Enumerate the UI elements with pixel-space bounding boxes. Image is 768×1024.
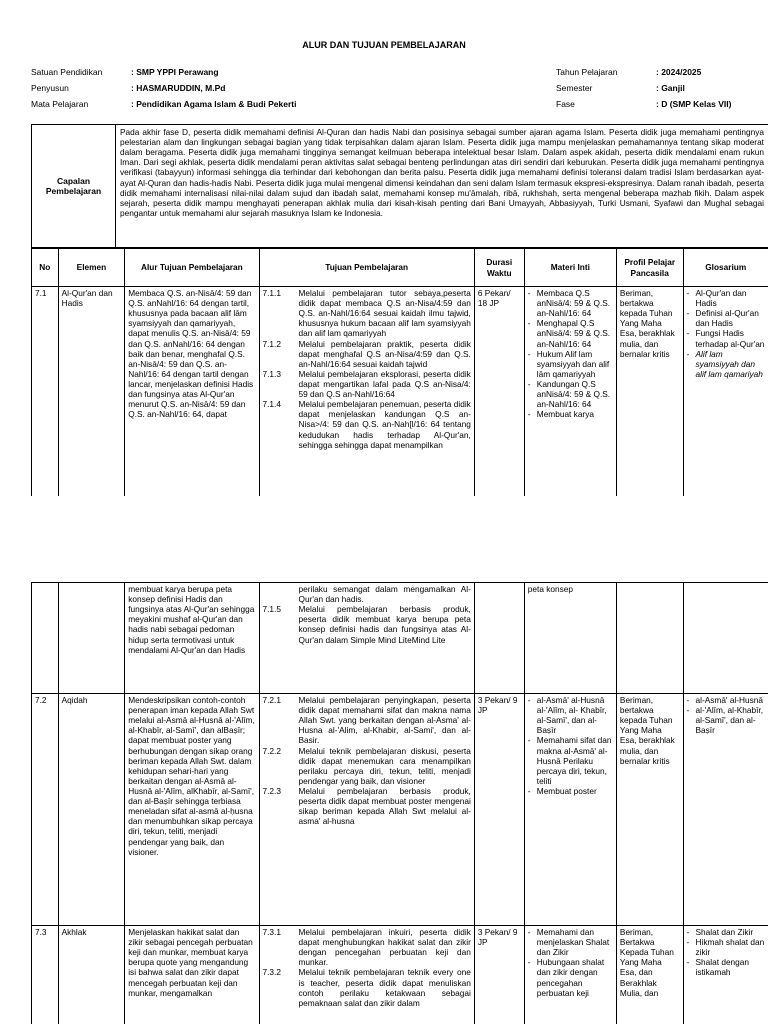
- tp-item: [263, 695, 471, 746]
- meta-label: Fase: [556, 99, 575, 109]
- row-materi: peta konsep: [524, 583, 616, 694]
- row-profil: Beriman, Bertakwa Kepada Tuhan Yang Maha Esa, dan Berakhlak Mulia, dan: [616, 926, 683, 1024]
- row-glosarium-cell: [683, 287, 768, 500]
- list-item: - al-Asmā' al-Husnā al-'Alīm, al- Khabīr, al-Samī', dan al-Baṣīr: [528, 695, 613, 735]
- tp-item: [263, 399, 471, 450]
- list-item: - Fungsi Hadis terhadap al-Qur'an: [687, 328, 766, 348]
- header-tp: Tujuan Pembelajaran: [259, 249, 474, 287]
- list-item: - al-'Alīm, al-Khabīr, al-Samī', dan al-Baṣīr: [687, 705, 766, 735]
- tp-code: 7.1.5: [262, 604, 281, 615]
- row-no: [32, 583, 59, 694]
- document-page-1: [0, 0, 768, 496]
- table-row: [32, 583, 768, 694]
- row-atp: membuat karya berupa peta konsep definisi Hadis dan fungsinya atas Al-Qur'an sehingga meyakini mushaf al-Qur'an dan hadis nabi sebagai pedoman hidup serta termotivasi untuk mendalami Al-Qur'an dan Hadis: [125, 583, 259, 694]
- row-no: 7.1: [32, 287, 59, 500]
- row-atp: Membaca Q.S. an-Nisā/4: 59 dan Q.S. anNahl/16: 64 dengan tartil, khususnya pada bacaan alif lām syamsiyyah dan qamariyyah, dapat menulis Q.S. an-Nisā/4: 59 dan Q.S. anNahl/16: 64 dengan baik dan benar, menghafal Q.S. an-Nisā/4: 59 dan Q.S. an-Nahl/16: 64 dengan tartil dengan lancar, menjelaskan definisi Hadis dan fungsinya atas Al-Qur'an menurut Q.S. an-Nisā/4: 59 dan Q.S. an-Nahl/16: 64, dapat: [128, 288, 254, 420]
- row-atp: Menjelaskan hakikat salat dan zikir sebagai pencegah perbuatan keji dan munkar, membuat karya berupa quote yang mengandung isi bahwa salat dan zikir dapat mencegah perbuatan keji dan munkar, mengamalkan: [125, 926, 259, 1024]
- tp-item: [263, 746, 471, 786]
- row-tp-cell: [259, 287, 474, 500]
- meta-value: : Ganjil: [656, 83, 685, 93]
- capaian-label: Capalan Pembelajaran: [32, 125, 116, 247]
- list-item: - Al-Qur'an dan Hadis: [687, 288, 766, 308]
- atp-table-continued: [31, 582, 768, 1024]
- row-materi-cell: [524, 287, 616, 500]
- glosarium-list: [687, 695, 766, 735]
- header-atp: Alur Tujuan Pembelajaran: [125, 249, 259, 287]
- row-durasi: 6 Pekan/ 18 JP: [474, 287, 524, 500]
- materi-list: [528, 927, 613, 998]
- tp-code: 7.3.2: [262, 967, 281, 978]
- tp-text: Melalui pembelajaran penemuan, peserta didik dapat menjelaskan kandungan Q.S an-Nisa>/4: 59 dan Q.S. an-Nah[l/16: 64 tentang kedudukan hadis terhadap Al-Qur'an, sehingga sehingga dapat menampilkan: [298, 399, 471, 450]
- row-no: 7.3: [32, 926, 59, 1024]
- row-tp-cell: [259, 926, 474, 1024]
- glosarium-list: [687, 288, 766, 379]
- header-profil: Profil Pelajar Pancasila: [616, 249, 683, 287]
- list-item: - Memahami sifat dan makna al-Asmā' al-Husnā Perilaku percaya diri, tekun, teliti: [528, 735, 613, 786]
- row-atp-cell: [125, 287, 259, 500]
- row-profil: Beriman, bertakwa kepada Tuhan Yang Maha Esa, berakhlak mulia, dan bernalar kritis: [616, 694, 683, 926]
- list-item: - Membuat poster: [528, 786, 613, 796]
- list-item: - Shalat dan Zikir: [687, 927, 766, 937]
- row-elemen: Akhlak: [58, 926, 125, 1024]
- materi-list: [528, 288, 613, 419]
- meta-left: [31, 67, 296, 115]
- tp-text: Melalui pembelajaran berbasis produk, peserta didik membuat karya berupa peta konsep definisi hadis dan fungsinya atas Al-Qur'an dalam Simple Mind LiteMind Lite: [298, 604, 471, 645]
- tp-text: Melalui pembelajaran penyingkapan, peserta didik dapat memahami sifat dan makna nama Allah Swt. yang berkaitan dengan al-Asma' al-Husna al-'Alim, al-Khabir, al-Sami', dan al-Basir.: [298, 695, 471, 746]
- row-profil: Beriman, bertakwa kepada Tuhan Yang Maha Esa, berakhlak mulia, dan bernalar kritis: [616, 287, 683, 500]
- row-no: 7.2: [32, 694, 59, 926]
- header-durasi: Durasi Waktu: [474, 249, 524, 287]
- row-materi-cell: [524, 694, 616, 926]
- meta-label: Satuan Pendidikan: [31, 67, 103, 77]
- tp-item: [263, 288, 471, 339]
- tp-code: 7.2.1: [262, 695, 281, 705]
- tp-text: Melalui teknik pembelajaran diskusi, peserta didik dapat menemukan cara menampilkan perilaku percaya diri, tekun, teliti, menjadi pendengar yang baik, dan visioner: [298, 745, 471, 786]
- meta-right: [556, 67, 731, 115]
- row-profil: [616, 583, 683, 694]
- tp-item: [263, 369, 471, 399]
- meta-label: Penyusun: [31, 83, 69, 93]
- meta-value: : D (SMP Kelas VII): [656, 99, 732, 109]
- header-materi: Materi Inti: [524, 249, 616, 287]
- row-tp-cell: [259, 694, 474, 926]
- tp-code: 7.1.3: [262, 368, 281, 379]
- meta-value: : Pendidikan Agama Islam & Budi Pekerti: [131, 99, 297, 109]
- row-tp-cell: [259, 583, 474, 694]
- capaian-pembelajaran-box: [31, 124, 768, 248]
- list-item: - Shalat dengan istikamah: [687, 957, 766, 977]
- row-atp: Mendeskripsikan contoh-contoh penerapan iman kepada Allah Swt melalui al-Asmā al-Husnā al-'Alīm, al-Khabīr, al-Samī', dan alBaṣīr; dapat membuat poster yang berhubungan dengan sikap orang beriman kepada Allah Swt. dalam kehidupan sehari-hari yang berkaitan dengan al-Asmā al-Husnā al-'Alīm, alKhabīr, al-Samī', dan al-Baṣīr sehingga terbiasa meneladan sifat al-asmā al-ḥusna dan menumbuhkan sikap percaya diri, tekun, teliti, menjadi pendengar yang baik, dan visioner.: [125, 694, 259, 926]
- meta-label: Tahun Pelajaran: [556, 67, 618, 77]
- tp-item: [263, 604, 471, 644]
- row-elemen: Al-Qur'an dan Hadis: [58, 287, 125, 500]
- tp-text: Melalui pembelajaran praktik, peserta didik dapat menghafal Q.S an-Nisa/4:59 dan Q.S. an-Nahl/16:64 sesuai kaidah tajwid: [298, 338, 471, 369]
- document-title: ALUR DAN TUJUAN PEMBELAJARAN: [302, 40, 466, 50]
- row-elemen: Aqidah: [58, 694, 125, 926]
- row-glosarium: [683, 583, 768, 694]
- list-item: - Membaca Q.S anNisā/4: 59 & Q.S. an-Nahl/16: 64: [528, 288, 613, 318]
- tp-item: [263, 339, 471, 369]
- list-item: - al-Asmā' al-Husnā: [687, 695, 766, 705]
- list-item: - Alif lam syamsiyyah dan alif lam qamariyah: [687, 349, 766, 379]
- row-materi-cell: [524, 926, 616, 1024]
- meta-label: Mata Pelajaran: [31, 99, 89, 109]
- list-item: - Hukum Alif lam syamsiyyah dan alif lām qamariyyah: [528, 349, 613, 379]
- list-item: - Hubungaan shalat dan zikir dengan pencegahan perbuatan keji: [528, 957, 613, 997]
- header-elemen: Elemen: [58, 249, 125, 287]
- capaian-text: Pada akhir fase D, peserta didik memahami definisi Al-Quran dan hadis Nabi dan posisinya sebagai sumber ajaran agama Islam. Peserta didik juga memahami pentingnya pelestarian alam dan lingkungan sebagai bagian yang tidak terpisahkan dalam ajaran Islam. Peserta didik juga mampu menjelaskan pemahamannya tentang sikap moderat dalam beragama. Peserta didik juga memahami tingginya semangat keilmuan beberapa intelektual besar Islam. Dalam aspek akidah, peserta didik mendalami enam rukun Iman. Dari segi akhlak, peserta didik mendalami peran aktivitas salat sebagai benteng perlindungan atas diri sendiri dari keburukan. Peserta didik juga memahami pentingnya verifikasi (tabayyun) informasi sehingga dia terhindar dari kebohongan dan berita palsu. Peserta didik juga memahami definisi toleransi dalam tradisi Islam berdasarkan ayat-ayat Al-Quran dan hadis-hadis Nabi. Peserta didik juga mulai mengenal dimensi keindahan dan seni dalam Islam termasuk ekspresi-ekspresinya. Dalam ranah ibadah, peserta didik memahami internalisasi nilai-nilai dalam sujud dan ibadah salat, memahami konsep mu'āmalah, ribā, rukhshah, serta mengenal beberapa mazhab fikih. Dalam aspek sejarah, peserta didik mampu menghayati penerapan akhlak mulia dari kisah-kisah penting dari Bani Umayyah, Abbasiyyah, Turki Usmani, Syafawi dan Mughal sebagai pengantar untuk memahami alur sejarah masuknya Islam ke Indonesia.: [120, 127, 764, 218]
- tp-code: 7.2.3: [262, 785, 281, 796]
- header-no: No: [32, 249, 59, 287]
- list-item: - Memahami dan menjelaskan Shalat dan Zikir: [528, 927, 613, 957]
- row-glosarium-cell: [683, 694, 768, 926]
- tp-code: 7.2.2: [262, 745, 281, 756]
- meta-value: : SMP YPPI Perawang: [131, 67, 219, 77]
- tp-item: [263, 786, 471, 826]
- tp-code: 7.1.2: [262, 338, 281, 349]
- list-item: - Definisi al-Qur'an dan Hadis: [687, 308, 766, 328]
- header-glosarium: Glosarium: [683, 249, 768, 287]
- meta-value: : 2024/2025: [656, 67, 702, 77]
- tp-text: Melalui pembelajaran eksplorasi, peserta didik dapat mengartikan lafal pada Q.S an-Nisa/4: 59 dan Q.S an-Nahl/16:64: [298, 368, 471, 400]
- tp-text: Melalui teknik pembelajaran teknik every one is teacher, peserta didik dapat menuliskan contoh perilaku ketakwaan sebagai pemaknaan salat dan zikir dalam: [298, 967, 471, 1008]
- tp-text: perilaku semangat dalam mengamalkan Al-Qur'an dan hadis.: [298, 584, 471, 605]
- tp-item: [263, 967, 471, 1007]
- document-page-2: [0, 582, 768, 1024]
- tp-code: 7.3.1: [262, 927, 281, 937]
- list-item: - Kandungan Q.S anNisā/4: 59 & Q.S. an-Nahl/16: 64: [528, 379, 613, 409]
- tp-item: [263, 927, 471, 967]
- list-item: - Menghapal Q.S anNisā/4: 59 & Q.S. an-Nahl/16: 64: [528, 318, 613, 348]
- list-item: - Membuat karya: [528, 409, 613, 419]
- atp-table: [31, 248, 768, 500]
- row-durasi: [474, 583, 524, 694]
- row-elemen: [58, 583, 125, 694]
- materi-list: [528, 695, 613, 796]
- tp-text: Melalui pembelajaran tutor sebaya,peserta didik dapat membaca Q.S an-Nisa/4:59 dan Q.S. an-Nahl/16:64 sesuai kaidah ilmu tajwid, khususnya hukum bacaan alif lam syamsiyyah dan alif lam qamariyyah: [298, 288, 471, 339]
- tp-code: 7.1.4: [262, 399, 281, 410]
- list-item: - Hikmah shalat dan zikir: [687, 937, 766, 957]
- tp-text: Melalui pembelajaran berbasis produk, peserta didik dapat membuat poster mengenai sikap beriman kepada Allah Swt melalui al-asma' al-husna: [298, 785, 471, 827]
- row-durasi: 3 Pekan/ 9 JP: [474, 926, 524, 1024]
- table-header-row: [32, 249, 768, 287]
- tp-item: [263, 584, 471, 604]
- meta-value: : HASMARUDDIN, M.Pd: [131, 83, 226, 93]
- table-row: [32, 694, 768, 926]
- tp-text: Melalui pembelajaran inkuiri, peserta didik dapat menghubungkan hakikat salat dan zikir dengan pencegahan perbuatan keji dan munkar.: [298, 927, 471, 968]
- meta-label: Semester: [556, 83, 593, 93]
- row-durasi: 3 Pekan/ 9 JP: [474, 694, 524, 926]
- table-row: [32, 287, 768, 500]
- page-gap: [0, 496, 768, 582]
- tp-code: 7.1.1: [262, 288, 281, 298]
- glosarium-list: [687, 927, 766, 978]
- row-glosarium-cell: [683, 926, 768, 1024]
- table-row: [32, 926, 768, 1024]
